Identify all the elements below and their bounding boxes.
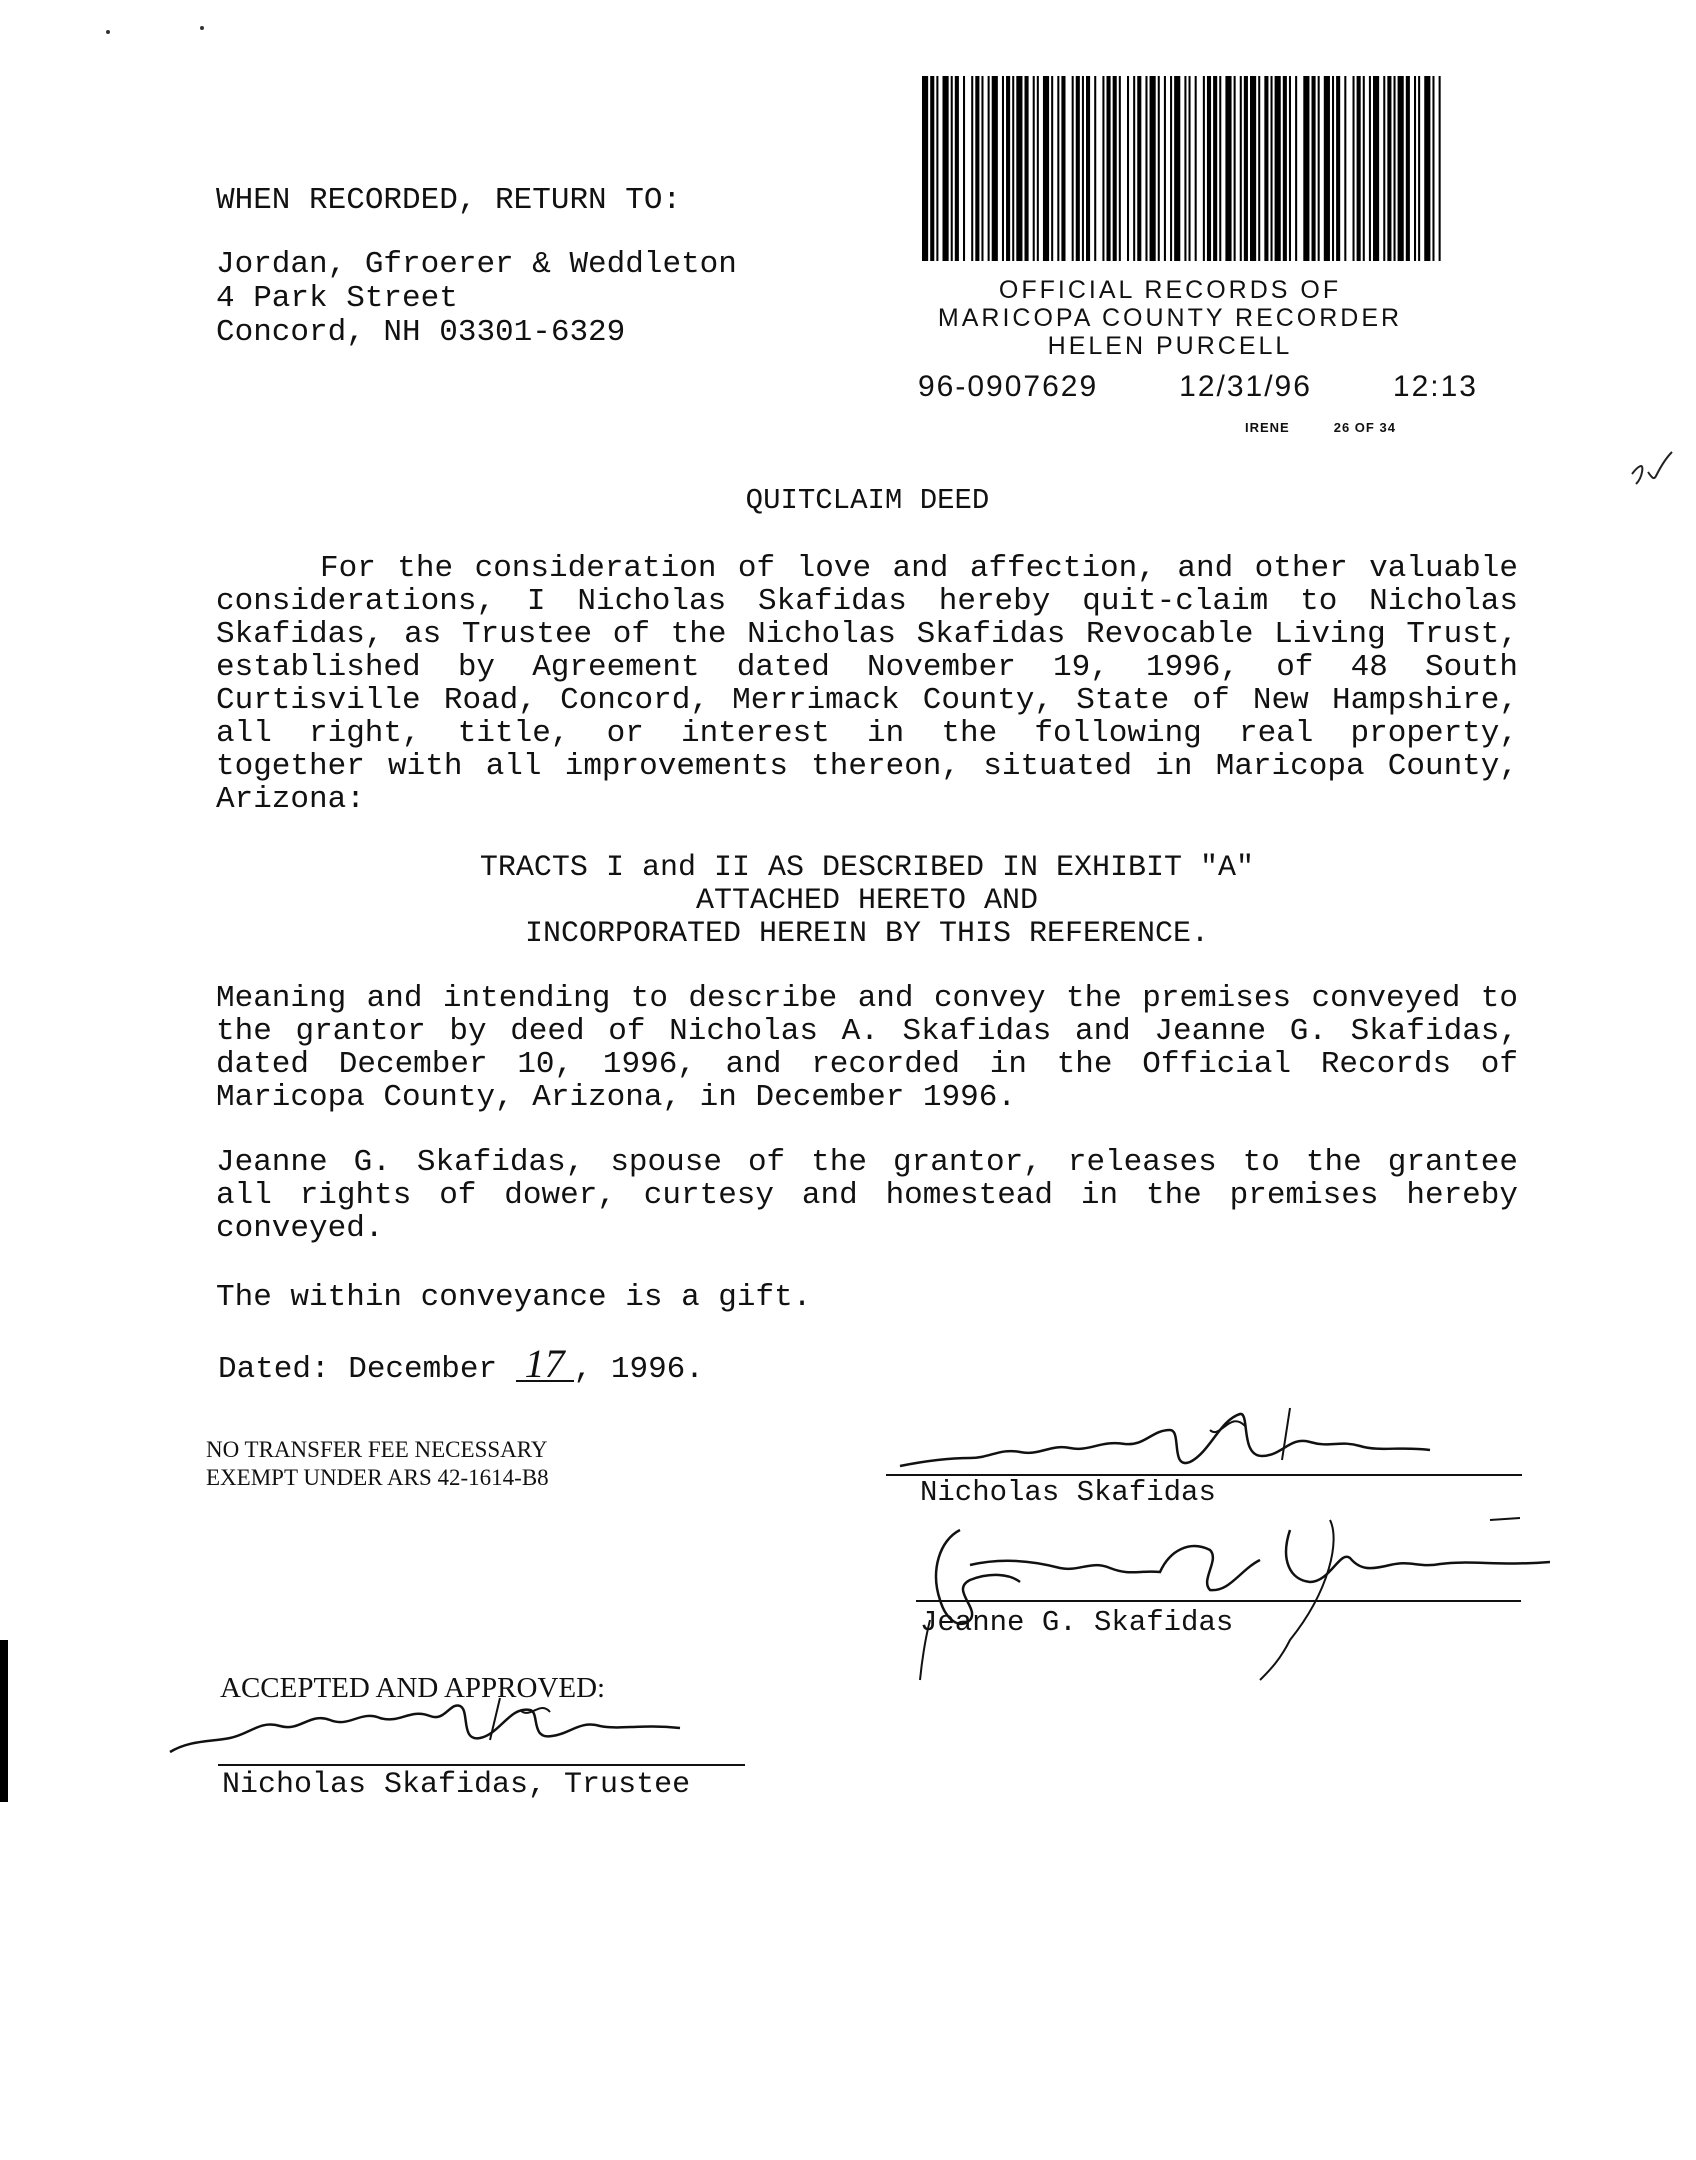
document-number: 96-0907629: [918, 370, 1099, 403]
recorder-line-2: MARICOPA COUNTY RECORDER: [937, 304, 1403, 332]
recording-time: 12:13: [1392, 370, 1478, 403]
recording-info: [918, 370, 1478, 404]
trustee-signature: [160, 1690, 720, 1770]
document-title: QUITCLAIM DEED: [745, 484, 990, 517]
body-paragraph-2: Meaning and intending to describe and convey the premises conveyed to the grantor by deed of Nicholas A. Skafidas and Jeanne G. Skafidas, dated December 10, 1996, and recorded in the Official Records of Maricopa County, Arizona, in December 1996.: [216, 981, 1518, 1115]
return-header: WHEN RECORDED, RETURN TO:: [216, 183, 682, 218]
barcode-image: [918, 76, 1446, 261]
grantor-name: Nicholas Skafidas: [920, 1476, 1216, 1509]
body-paragraph-1: For the consideration of love and affection, and other valuable considerations, I Nicholas Skafidas hereby quit-claim to Nicholas Skafidas, as Trustee of the Nicholas Skafidas Revocable Living Trust, established by Agreement dated November 19, 1996, of 48 South Curtisville Road, Concord, Merrimack County, State of New Hampshire, all right, title, or interest in the following real property, together with all improvements thereon, situated in Maricopa County, Arizona:: [216, 551, 1518, 817]
accepted-approved-label: ACCEPTED AND APPROVED:: [220, 1672, 606, 1704]
clerk-info: [1245, 420, 1396, 435]
transfer-fee-note: [206, 1436, 549, 1492]
return-line-firm: Jordan, Gfroerer & Weddleton: [216, 247, 737, 282]
body-paragraph-3: Jeanne G. Skafidas, spouse of the grantor, releases to the grantee all rights of dower, curtesy and homestead in the premises hereby conveyed.: [216, 1145, 1518, 1246]
dated-line: [218, 1341, 704, 1387]
trustee-signature-line: [218, 1764, 745, 1766]
tracts-line-3: INCORPORATED HEREIN BY THIS REFERENCE.: [524, 917, 1210, 951]
tracts-line-2: ATTACHED HERETO AND: [695, 884, 1039, 918]
clerk-name: IRENE: [1245, 420, 1290, 435]
dated-day: 17: [516, 1348, 574, 1382]
dated-prefix: Dated: December: [218, 1352, 498, 1387]
body-paragraph-4: The within conveyance is a gift.: [216, 1280, 812, 1315]
return-address-block: [216, 184, 737, 350]
trustee-name: Nicholas Skafidas, Trustee: [222, 1768, 691, 1802]
scan-edge-bar: [0, 1640, 8, 1802]
recording-date: 12/31/96: [1179, 370, 1312, 403]
fee-line-2: EXEMPT UNDER ARS 42-1614-B8: [206, 1465, 549, 1490]
recorder-line-3: HELEN PURCELL: [1047, 332, 1293, 360]
spouse-signature-line: [916, 1600, 1521, 1602]
fee-line-1: NO TRANSFER FEE NECESSARY: [206, 1437, 548, 1462]
recorder-line-1: OFFICIAL RECORDS OF: [998, 276, 1342, 304]
return-line-street: 4 Park Street: [216, 281, 458, 316]
tracts-line-1: TRACTS I and II AS DESCRIBED IN EXHIBIT "A": [479, 851, 1255, 885]
tracts-reference: [216, 852, 1518, 951]
recorder-stamp: [880, 276, 1460, 360]
dated-suffix: , 1996.: [573, 1352, 704, 1387]
margin-check-mark: [1628, 448, 1678, 488]
return-line-city: Concord, NH 03301-6329: [216, 315, 626, 350]
scan-specks: [100, 22, 210, 42]
page-count: 26 OF 34: [1333, 420, 1396, 435]
spouse-name: Jeanne G. Skafidas: [920, 1606, 1234, 1639]
